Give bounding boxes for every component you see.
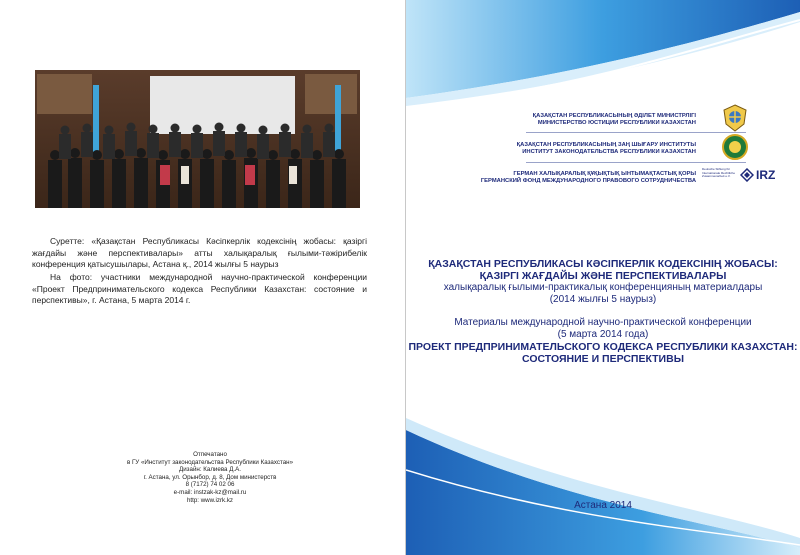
title-kazakh (406, 258, 800, 306)
group-photo (35, 70, 360, 208)
irz-small-text: Deutsche Stiftung für Internationale Rechtliche Zusammenarbeit e.V. (702, 167, 736, 179)
title-ru-line: СОСТОЯНИЕ И ПЕРСПЕКТИВЫ (522, 353, 684, 365)
city-year: Астана 2014 (574, 500, 632, 511)
subtitle-ru-line: (5 марта 2014 года) (557, 329, 649, 340)
imprint-line: http: www.izrk.kz (186, 496, 234, 504)
title-kz-line: ҚАЗАҚСТАН РЕСПУБЛИКАСЫ КӘСІПКЕРЛІК КОДЕКСІНІҢ ЖОБАСЫ: (428, 258, 778, 270)
org-legislation-institute: ҚАЗАҚСТАН РЕСПУБЛИКАСЫНЫҢ ЗАҢ ШЫҒАРУ ИНСТИТУТЫ ИНСТИТУТ ЗАКОНОДАТЕЛЬСТВА РЕСПУБЛИКИ КАЗАХСТАН (516, 142, 696, 155)
imprint-line: в ГУ «Институт законодательства Республики Казахстан» (126, 458, 294, 466)
title-ru-line: ПРОЕКТ ПРЕДПРИНИМАТЕЛЬСКОГО КОДЕКСА РЕСПУБЛИКИ КАЗАХСТАН: (408, 341, 798, 353)
org-irz-foundation: ГЕРМАН ХАЛЫҚАРАЛЫҚ ҚҰҚЫҚТЫҚ ЫНТЫМАҚТАСТЫҚ ҚОРЫ ГЕРМАНСКИЙ ФОНД МЕЖДУНАРОДНОГО ПРАВОВОГО СОТРУДНИЧЕСТВА (480, 171, 696, 184)
front-cover-page (406, 0, 800, 555)
subtitle-kz-line: (2014 жылғы 5 наурыз) (549, 294, 657, 305)
imprint-line: e-mail: instzak-kz@mail.ru (173, 488, 247, 496)
imprint-line: Отпечатано (193, 451, 227, 458)
separator-line (526, 132, 746, 133)
title-kz-line: ҚАЗІРГІ ЖАҒДАЙЫ ЖӘНЕ ПЕРСПЕКТИВАЛАРЫ (479, 270, 727, 282)
irz-logo (740, 168, 775, 182)
institute-emblem-icon (722, 134, 748, 165)
separator-line (526, 162, 746, 163)
imprint-line: г. Астана, ул. Орынбор, д. 8, Дом министерств (143, 473, 277, 481)
subtitle-ru-line: Материалы международной научно-практической конференции (454, 317, 752, 328)
photo-caption-kazakh: Суретте: «Қазақстан Республикасы Кәсіпкерлік кодексінің жобасы: қазіргі жағдайы және перспективалары» атты халықаралық ғылыми-тәжірибелік конференция қатысушылары, Астана қ., 2014 жылғы 5 наурыз (32, 236, 367, 269)
printing-imprint (60, 451, 360, 504)
title-russian (406, 317, 800, 365)
org-ministry-of-justice: ҚАЗАҚСТАН РЕСПУБЛИКАСЫНЫҢ ӘДІЛЕТ МИНИСТРЛІГІ МИНИСТЕРСТВО ЮСТИЦИИ РЕСПУБЛИКИ КАЗАХСТАН (532, 113, 696, 126)
photo-caption-russian: На фото: участники международной научно-практической конференции «Проект Предпринимательского кодекса Республики Казахстан: состояние и перспективы», г. Астана, 5 марта 2014 г. (32, 272, 367, 305)
irz-logo-text: IRZ (756, 168, 776, 182)
irz-diamond-icon (740, 168, 754, 182)
imprint-line: Дизайн: Калиева Д.А. (179, 466, 241, 474)
subtitle-kz-line: халықаралық ғылыми-практикалық конференцияның материалдары (443, 282, 763, 293)
imprint-line: 8 (7172) 74 02 06 (185, 481, 235, 489)
